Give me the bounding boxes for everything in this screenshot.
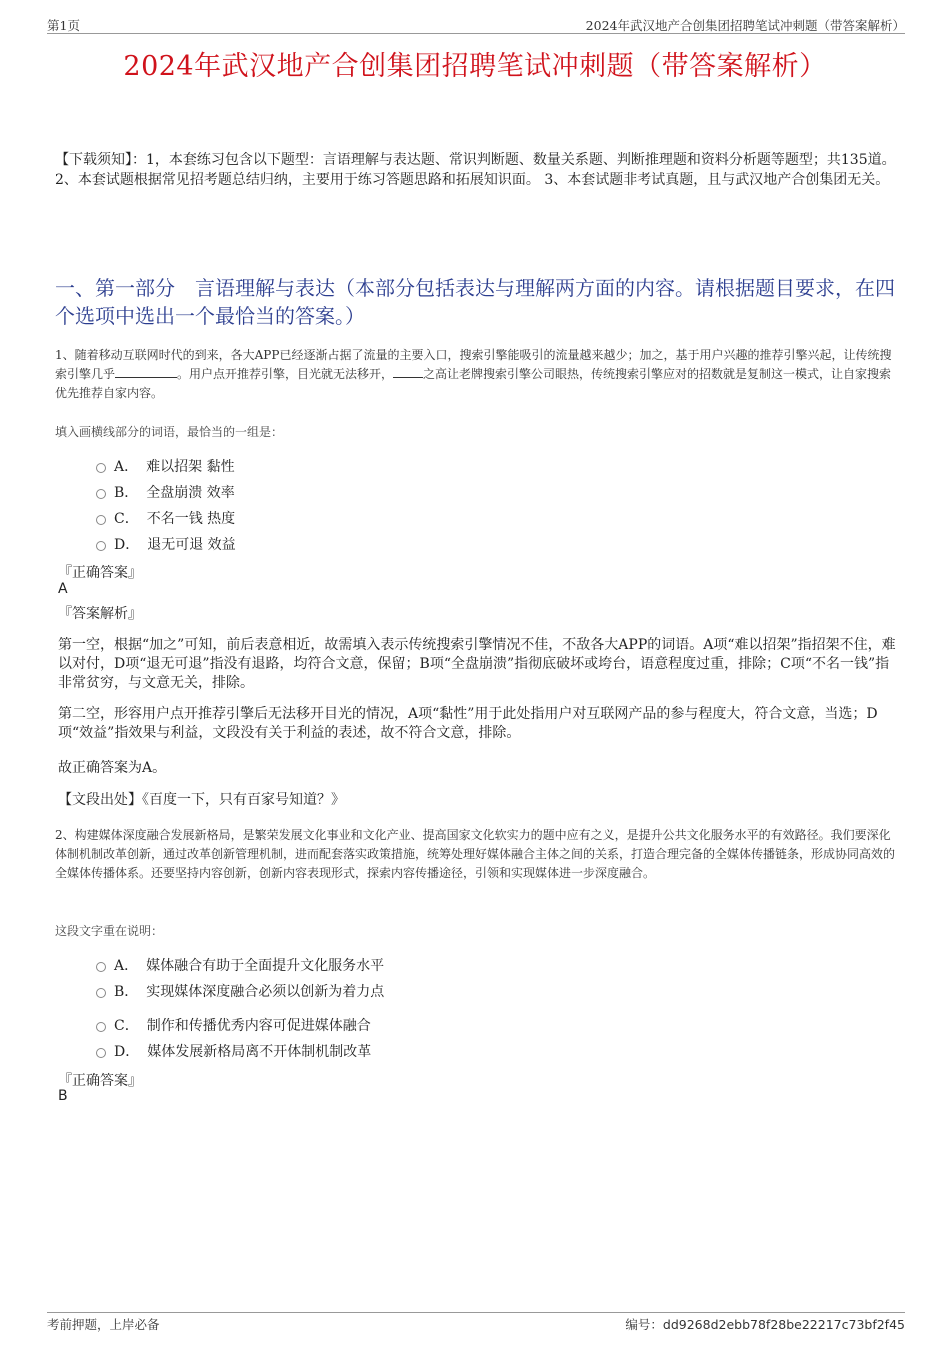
question-1-options xyxy=(96,453,236,557)
question-1-stem: 1、随着移动互联网时代的到来，各大APP已经逐渐占据了流量的主要入口，搜索引擎能吸引的流量越来越少；加之，基于用户兴趣的推荐引擎兴起，让传统搜索引擎几乎 。用户点开推荐引擎，目光就无法移开， 之高让老牌搜索引擎公司眼热，传统搜索引擎应对的招数就是复制这一模式，让自家搜索优先推荐自家内容。 xyxy=(55,348,892,400)
radio-icon[interactable] xyxy=(96,541,106,551)
option-c[interactable]: C． 制作和传播优秀内容可促进媒体融合 xyxy=(96,1012,384,1038)
correct-answer-label: 『正确答案』 xyxy=(58,1073,142,1089)
blank-1 xyxy=(115,366,177,378)
footer-code: 编号：dd9268d2ebb78f28be22217c73bf2f45 xyxy=(625,1317,905,1332)
footer-slogan: 考前押题，上岸必备 xyxy=(47,1317,160,1332)
download-notice: 【下载须知】：1，本套练习包含以下题型：言语理解与表达题、常识判断题、数量关系题、判断推理题和资料分析题等题型；共135道。 2、本套试题根据常见招考题总结归纳，主要用于练习答题思路和拓展知识面。 3、本套试题非考试真题，且与武汉地产合创集团无关。 xyxy=(55,152,896,188)
correct-answer-label: 『正确答案』 xyxy=(58,565,142,581)
correct-answer: A xyxy=(58,581,68,597)
page-header xyxy=(47,14,905,34)
radio-icon[interactable] xyxy=(96,489,106,499)
option-a[interactable]: A． 媒体融合有助于全面提升文化服务水平 xyxy=(96,952,384,978)
header-doc-title: 2024年武汉地产合创集团招聘笔试冲刺题（带答案解析） xyxy=(585,18,905,33)
option-c[interactable]: C． 不名一钱 热度 xyxy=(96,505,236,531)
question-2-prompt: 这段文字重在说明： xyxy=(55,924,164,938)
radio-icon[interactable] xyxy=(96,1022,106,1032)
option-a[interactable]: A． 难以招架 黏性 xyxy=(96,453,236,479)
option-b[interactable]: B． 实现媒体深度融合必须以创新为着力点 xyxy=(96,978,384,1004)
option-d[interactable]: D． 媒体发展新格局离不开体制机制改革 xyxy=(96,1038,384,1064)
correct-answer: B xyxy=(58,1088,68,1104)
option-d[interactable]: D． 退无可退 效益 xyxy=(96,531,236,557)
question-2-options xyxy=(96,952,384,1064)
question-2-stem: 2、构建媒体深度融合发展新格局，是繁荣发展文化事业和文化产业、提高国家文化软实力的题中应有之义，是提升公共文化服务水平的有效路径。我们要深化体制机制改革创新，通过改革创新管理机制，进而配套落实政策措施，统筹处理好媒体融合主体之间的关系，打造合理完备的全媒体传播链条，形成协同高效的全媒体传播体系。还要坚持内容创新，创新内容表现形式，探索内容传播途径，引领和实现媒体进一步深度融合。 xyxy=(55,828,896,880)
question-1-prompt: 填入画横线部分的词语，最恰当的一组是： xyxy=(55,425,284,439)
option-b[interactable]: B． 全盘崩溃 效率 xyxy=(96,479,236,505)
radio-icon[interactable] xyxy=(96,1048,106,1058)
section-title: 一、第一部分 言语理解与表达（本部分包括表达与理解两方面的内容。请根据题目要求，在四个选项中选出一个最恰当的答案。） xyxy=(55,276,895,328)
source-citation: 【文段出处】《百度一下，只有百家号知道？》 xyxy=(58,792,345,808)
analysis-label: 『答案解析』 xyxy=(58,606,142,622)
analysis-paragraph-2: 第二空，形容用户点开推荐引擎后无法移开目光的情况，A项“黏性”用于此处指用户对互联网产品的参与程度大，符合文意，当选；D项“效益”指效果与利益，文段没有关于利益的表述，故不符合文意，排除。 xyxy=(58,706,878,741)
analysis-conclusion: 故正确答案为A。 xyxy=(58,760,167,776)
radio-icon[interactable] xyxy=(96,463,106,473)
analysis-paragraph-1: 第一空，根据“加之”可知，前后表意相近，故需填入表示传统搜索引擎情况不佳，不敌各大APP的词语。A项“难以招架”指招架不住，难以对付，D项“退无可退”指没有退路，均符合文意，保留；B项“全盘崩溃”指彻底破坏或垮台，语意程度过重，排除；C项“不名一钱”指非常贫穷，与文意无关，排除。 xyxy=(58,637,896,691)
blank-2 xyxy=(393,366,423,378)
radio-icon[interactable] xyxy=(96,515,106,525)
page-footer xyxy=(47,1312,905,1332)
page-number: 第1页 xyxy=(47,18,80,33)
document-title: 2024年武汉地产合创集团招聘笔试冲刺题（带答案解析） xyxy=(123,51,827,82)
radio-icon[interactable] xyxy=(96,988,106,998)
radio-icon[interactable] xyxy=(96,962,106,972)
